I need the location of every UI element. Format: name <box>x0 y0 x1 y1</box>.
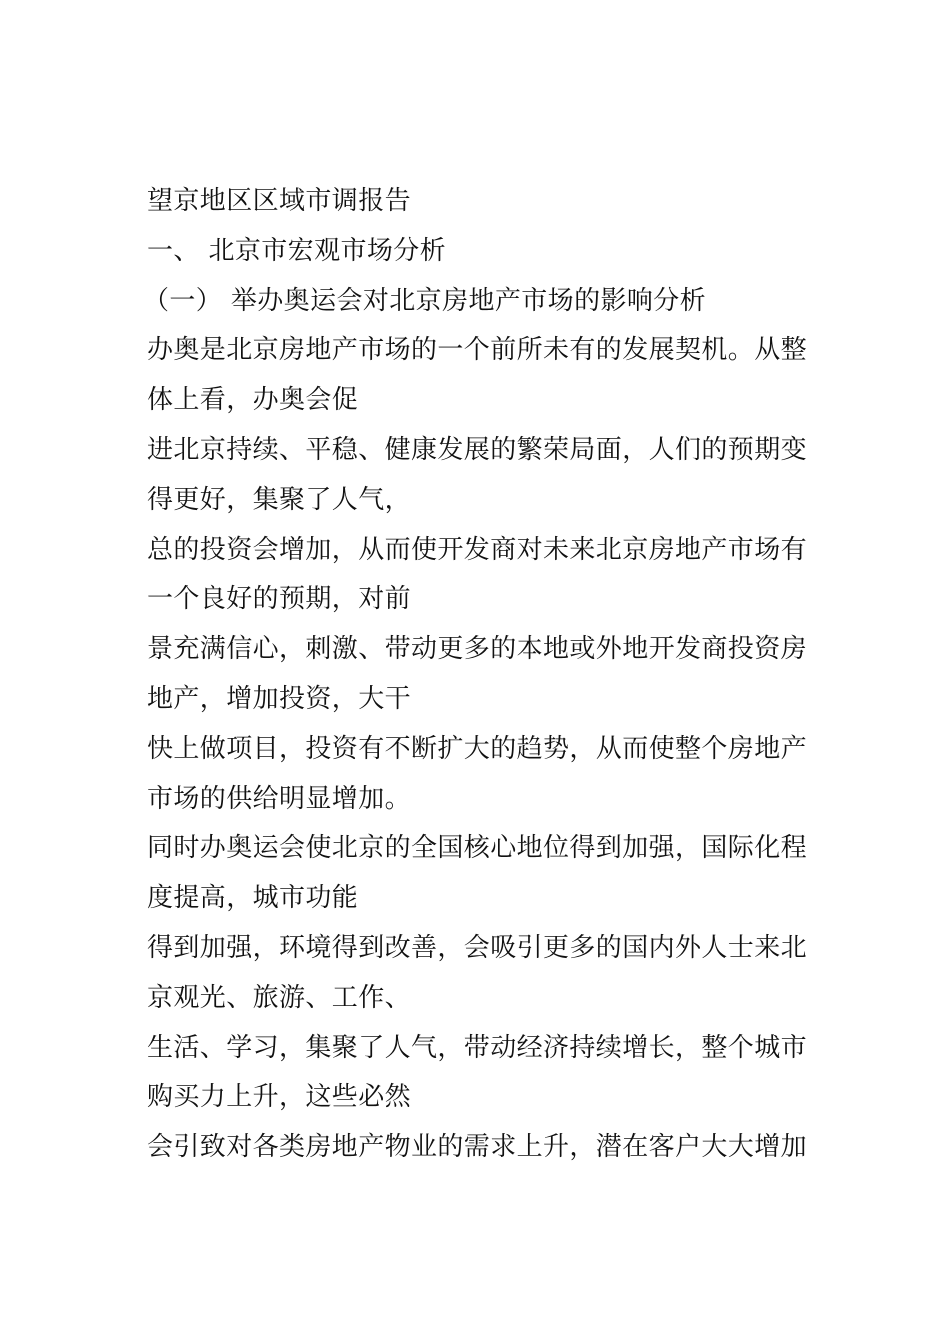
body-line: 地产，增加投资，大干 <box>147 683 412 714</box>
body-line: 总的投资会增加，从而使开发商对未来北京房地产市场有 <box>147 534 808 565</box>
body-line: 体上看，办奥会促 <box>147 385 359 416</box>
body-line: 市场的供给明显增加。 <box>147 783 412 814</box>
body-line: 京观光、旅游、工作、 <box>147 982 412 1013</box>
body-line: 快上做项目，投资有不断扩大的趋势，从而使整个房地产 <box>147 733 808 764</box>
body-line: 生活、学习，集聚了人气，带动经济持续增长，整个城市 <box>147 1032 808 1063</box>
body-line: 同时办奥运会使北京的全国核心地位得到加强，国际化程 <box>147 833 808 864</box>
subsection-heading: （一） 举办奥运会对北京房地产市场的影响分析 <box>143 285 707 316</box>
document-body <box>143 177 827 1173</box>
body-line: 得到加强，环境得到改善，会吸引更多的国内外人士来北 <box>147 932 808 963</box>
section-heading: 一、 北京市宏观市场分析 <box>147 235 447 266</box>
body-line: 一个良好的预期，对前 <box>147 584 412 615</box>
body-line: 购买力上升，这些必然 <box>147 1082 412 1113</box>
body-line: 进北京持续、平稳、健康发展的繁荣局面，人们的预期变 <box>147 434 808 465</box>
body-line: 得更好，集聚了人气， <box>147 484 412 515</box>
body-line: 办奥是北京房地产市场的一个前所未有的发展契机。从整 <box>147 335 808 366</box>
body-line: 会引致对各类房地产物业的需求上升，潜在客户大大增加 <box>147 1132 808 1163</box>
document-title: 望京地区区域市调报告 <box>147 186 412 216</box>
body-line: 景充满信心，刺激、带动更多的本地或外地开发商投资房 <box>147 634 808 665</box>
body-line: 度提高，城市功能 <box>147 883 359 914</box>
